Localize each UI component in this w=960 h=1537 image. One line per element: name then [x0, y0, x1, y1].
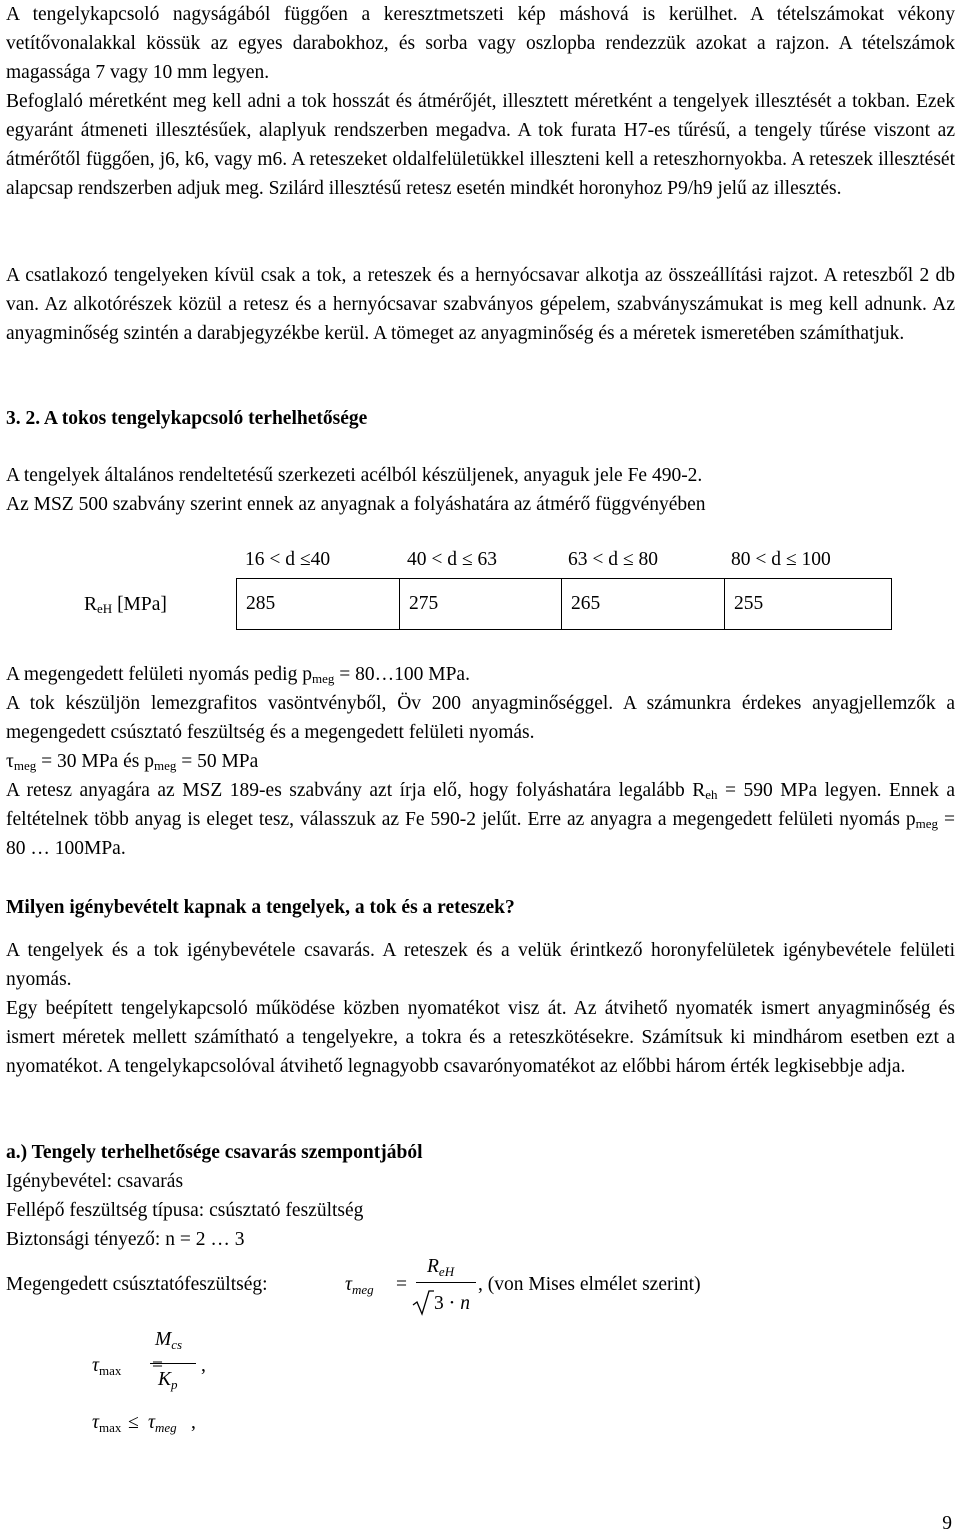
section-heading: 3. 2. A tokos tengelykapcsoló terhelhetősége — [6, 408, 368, 429]
range-header-3: 63 < d ≤ 80 — [568, 549, 658, 570]
range-header-1: 16 < d ≤40 — [245, 549, 331, 570]
safety-factor-line: Biztonsági tényező: n = 2 … 3 — [6, 1229, 245, 1250]
paragraph-item-numbers: A tengelykapcsoló nagyságából függően a keresztmetszeti kép máshová is kerülhet. A tételszámokat vékony vetítővonalakkal kössük az egyes darabokhoz, és sorba vagy oszlopba rendezzük azokat a rajzon. A tételszámok magassága 7 vagy 10 mm legyen. — [6, 4, 955, 83]
fraction-bar — [150, 1363, 196, 1364]
paragraph-fits: Befoglaló méretként meg kell adni a tok hosszát és átmérőjét, illesztett méretként a tengelyek illesztését a tokban. Ezek egyaránt átmeneti illesztésűek, alaplyuk rendszerben megadva. A tok furata H7-es tűrésű, a tengely tűrése viszont az átmérőtől függően, j6, k6, vagy m6. A reteszeket oldalfelületükkel illeszteni kell a reteszhornyokba. A reteszek illesztését alapcsap rendszerben adjuk meg. Szilárd illesztésű retesz esetén mindkét horonyhoz P9/h9 jelű az illesztés. — [6, 91, 955, 199]
equation-comma: , — [191, 1412, 196, 1433]
shaft-material-line: A tengelyek általános rendeltetésű szerkezeti acélból készüljenek, anyaguk jele Fe 490-2. — [6, 465, 703, 486]
surface-pressure-line: A megengedett felületi nyomás pedig $p_{meg}$ = 80…100 MPa. — [6, 664, 470, 686]
equation-lead-text: Megengedett csúsztatófeszültség: — [6, 1274, 268, 1295]
question-heading: Milyen igénybevételt kapnak a tengelyek, a tok és a reteszek? — [6, 897, 515, 918]
subsection-heading: a.) Tengely terhelhetősége csavarás szempontjából — [6, 1142, 423, 1163]
loading-type-line: Igénybevétel: csavarás — [6, 1171, 184, 1192]
tau-meg-symbol: $\tau_{meg}$ — [148, 1412, 177, 1435]
allowable-values-line: $\tau_{meg} = 30$ MPa és $p_{meg} = 50$ MPa — [6, 751, 259, 773]
sqrt-sign-icon — [412, 1288, 434, 1316]
fraction-denominator: $K_p$ — [158, 1369, 178, 1392]
fraction-numerator: $M_{cs}$ — [155, 1329, 183, 1352]
paragraph-key-material: A retesz anyagára az MSZ 189-es szabvány azt írja elő, hogy folyáshatára legalább $R_{eh} = 590$ MPa legyen. Ennek a feltételnek több anyag is eleget tesz, válasszuk az Fe 590-2 jelűt. Erre az anyagra a megengedett felületi nyomás $p_{meg} = 80$ … 100MPa. — [6, 780, 955, 859]
yield-row-label: $R_{eH}$ [MPa] — [84, 594, 167, 616]
table-cell: 285 — [237, 579, 400, 630]
paragraph-housing-material: A tok készüljön lemezgrafitos vasöntvényből, Öv 200 anyagminőséggel. A számunkra érdekes anyagjellemzők a megengedett csúsztató feszültség és a megengedett felületi nyomás. — [6, 693, 955, 743]
tau-max-symbol: $\tau_{max}$ — [92, 1355, 122, 1378]
paragraph-assembly: A csatlakozó tengelyeken kívül csak a tok, a reteszek és a hernyócsavar alkotja az összeállítási rajzot. A reteszből 2 db van. Az alkotórészek közül a retesz és a hernyócsavar szabványos gépelem, szabványszámukat is meg kell adnunk. Az anyagminőség szintén a darabjegyzékbe kerül. A tömeget az anyagminőség és a méretek ismeretében számíthatjuk. — [6, 265, 955, 344]
paragraph-torque: Egy beépített tengelykapcsoló működése közben nyomatékot visz át. Az átvihető nyomaték ismert anyagminőség és ismert méretek mellett számítható a tengelyekre, a tokra és a reteszkötésekre. Számítsuk ki mindhárom esetben ezt a nyomatékot. A tengelykapcsolóval átvihető legnagyobb csavarónyomatékot az előbbi három érték legkisebbje adja. — [6, 998, 955, 1077]
paragraph-loading: A tengelyek és a tok igénybevétele csavarás. A reteszek és a velük érintkező horonyfelületek igénybevétele felületi nyomás. — [6, 940, 955, 990]
page-number: 9 — [942, 1513, 952, 1534]
equation-tail-text: , (von Mises elmélet szerint) — [478, 1274, 701, 1295]
yield-table — [236, 578, 892, 630]
range-header-4: 80 < d ≤ 100 — [731, 549, 831, 570]
fraction-denominator: 3 ⋅ n — [434, 1293, 470, 1314]
stress-type-line: Fellépő feszültség típusa: csúsztató feszültség — [6, 1200, 364, 1221]
fraction-numerator: $R_{eH}$ — [427, 1256, 455, 1279]
equals-sign: = — [152, 1355, 163, 1376]
fraction-bar — [416, 1282, 476, 1283]
yield-intro-line: Az MSZ 500 szabvány szerint ennek az anyagnak a folyáshatára az átmérő függvényében — [6, 494, 706, 515]
table-cell: 275 — [400, 579, 562, 630]
table-cell: 265 — [562, 579, 725, 630]
less-equal-sign: ≤ — [128, 1412, 139, 1433]
equals-sign: = — [396, 1274, 407, 1295]
table-cell: 255 — [725, 579, 892, 630]
equation-comma: , — [201, 1355, 206, 1376]
tau-max-symbol: $\tau_{max}$ — [92, 1412, 122, 1435]
table-row — [237, 579, 892, 630]
range-header-2: 40 < d ≤ 63 — [407, 549, 497, 570]
tau-symbol: $\tau_{meg}$ — [345, 1274, 374, 1297]
